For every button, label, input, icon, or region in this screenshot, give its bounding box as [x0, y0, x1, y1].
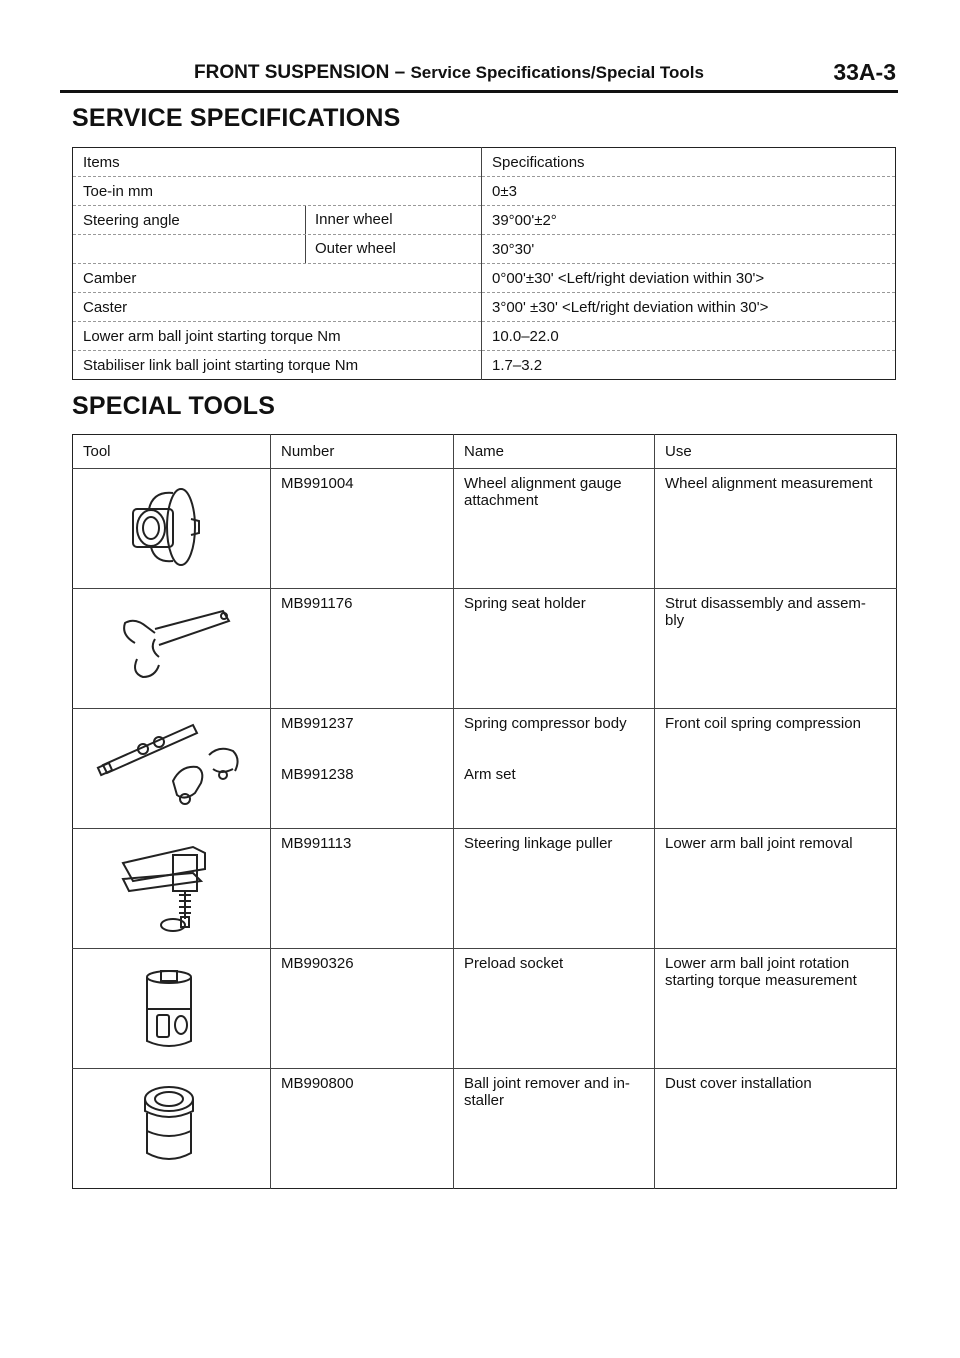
table-row: [73, 709, 897, 829]
specifications-header: Specifications: [482, 148, 896, 177]
service-specifications-heading: SERVICE SPECIFICATIONS: [72, 104, 401, 132]
header-section: FRONT SUSPENSION –: [194, 62, 406, 83]
header-title: [194, 62, 704, 84]
page-header: [60, 58, 898, 93]
tool-use: Front coil spring compression: [655, 709, 897, 829]
spec-value: 30°30': [482, 235, 896, 264]
gauge-attachment-icon: [73, 469, 271, 587]
linkage-puller-icon: [73, 829, 271, 947]
tool-number: MB991176: [271, 589, 454, 709]
spec-item: Caster: [73, 293, 482, 322]
spec-item-steering-outer: [73, 235, 482, 264]
items-header: Items: [73, 148, 482, 177]
spec-item-steering: [73, 206, 482, 235]
header-subtitle: Service Specifications/Special Tools: [410, 63, 704, 82]
table-row: [73, 322, 896, 351]
table-row: [73, 148, 896, 177]
number-column-header: Number: [271, 435, 454, 469]
tool-name: Spring seat holder: [454, 589, 655, 709]
spec-item: Stabiliser link ball joint starting torque Nm: [83, 356, 359, 374]
ball-joint-installer-icon: [73, 1069, 271, 1187]
tool-number: MB990800: [271, 1069, 454, 1189]
tool-name: Ball joint remover and in- staller: [454, 1069, 655, 1189]
spec-subitem: Inner wheel: [305, 206, 471, 234]
tool-number: MB990326: [271, 949, 454, 1069]
tool-use: Strut disassembly and assem- bly: [655, 589, 897, 709]
tool-image-cell: [73, 709, 271, 829]
tool-name: Spring compressor body: [464, 715, 627, 732]
tool-name: Wheel alignment gauge attachment: [454, 469, 655, 589]
table-row: [73, 177, 896, 206]
spec-value: 0±3: [482, 177, 896, 206]
tool-name-cell: [454, 709, 655, 829]
name-column-header: Name: [454, 435, 655, 469]
table-row: [73, 293, 896, 322]
tool-name: Preload socket: [454, 949, 655, 1069]
tool-number: MB991237: [281, 715, 354, 732]
service-specifications-table: [72, 147, 896, 380]
spec-item: Steering angle: [83, 211, 180, 229]
tool-number: MB991004: [271, 469, 454, 589]
spec-subitem: Outer wheel: [305, 235, 471, 263]
tool-use: Lower arm ball joint removal: [655, 829, 897, 949]
table-row: [73, 351, 896, 380]
table-row: [73, 829, 897, 949]
table-row: [73, 206, 896, 235]
tool-image-cell: [73, 949, 271, 1069]
use-column-header: Use: [655, 435, 897, 469]
tool-use: Wheel alignment measurement: [655, 469, 897, 589]
table-header-row: [73, 435, 897, 469]
special-tools-table: [72, 434, 897, 1189]
tool-name: Steering linkage puller: [454, 829, 655, 949]
tool-use: Dust cover installation: [655, 1069, 897, 1189]
table-row: [73, 1069, 897, 1189]
table-row: [73, 949, 897, 1069]
table-row: [73, 264, 896, 293]
spec-item: Camber: [73, 264, 482, 293]
tool-number-cell: [271, 709, 454, 829]
spring-compressor-icon: [73, 709, 271, 827]
special-tools-heading: SPECIAL TOOLS: [72, 392, 276, 420]
spec-value: 39°00'±2°: [482, 206, 896, 235]
table-row: [73, 235, 896, 264]
table-row: [73, 589, 897, 709]
page-number: 33A-3: [833, 59, 896, 85]
spring-seat-holder-icon: [73, 589, 271, 707]
tool-number: MB991113: [271, 829, 454, 949]
tool-image-cell: [73, 469, 271, 589]
spec-item: Toe-in mm: [73, 177, 482, 206]
spec-value: 1.7–3.2: [482, 351, 896, 380]
spec-value: 10.0–22.0: [482, 322, 896, 351]
preload-socket-icon: [73, 949, 271, 1067]
spec-item: Lower arm ball joint starting torque Nm: [73, 322, 482, 351]
spec-value: 0°00'±30' <Left/right deviation within 30'>: [482, 264, 896, 293]
tool-image-cell: [73, 1069, 271, 1189]
tool-image-cell: [73, 829, 271, 949]
tool-use: Lower arm ball joint rotation starting torque measurement: [655, 949, 897, 1069]
tool-image-cell: [73, 589, 271, 709]
tool-name: Arm set: [464, 766, 516, 783]
table-row: [73, 469, 897, 589]
tool-number: MB991238: [281, 766, 354, 783]
tool-column-header: Tool: [73, 435, 271, 469]
spec-value: 3°00' ±30' <Left/right deviation within 30'>: [482, 293, 896, 322]
